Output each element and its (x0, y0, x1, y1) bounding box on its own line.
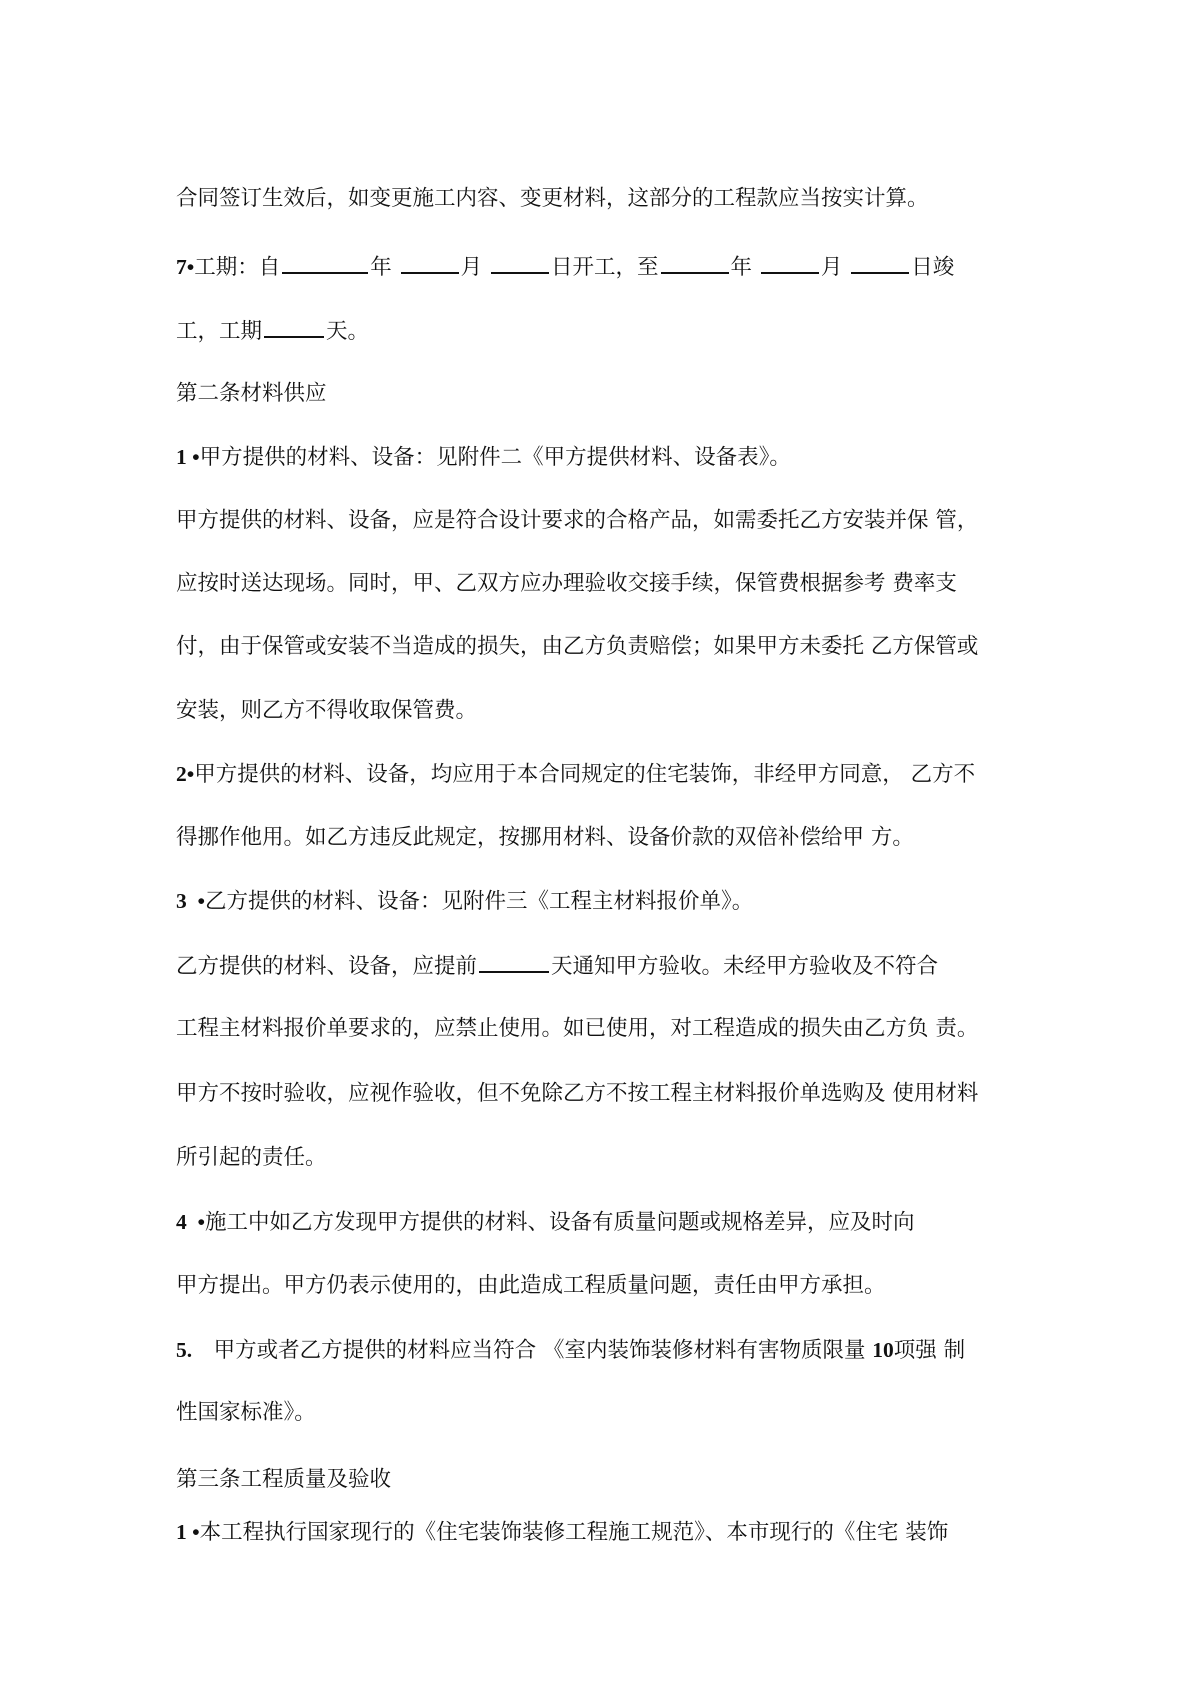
text-line (176, 1399, 316, 1427)
item-number: 1 • (176, 1520, 200, 1544)
text-line (176, 185, 929, 213)
text-segment: 安装，则乙方不得收取保管费。 (176, 698, 478, 723)
text-segment: 工程主材料报价单要求的，应禁止使用。如已使用，对工程造成的损失由乙方负 责。 (176, 1016, 979, 1041)
fill-in-blank[interactable] (401, 252, 459, 274)
fill-in-blank[interactable] (661, 252, 729, 274)
text-segment: 甲方不按时验收，应视作验收，但不免除乙方不按工程主材料报价单选购及 使用材料 (176, 1081, 979, 1106)
text-segment: 项强 制 (893, 1338, 966, 1363)
item-number: 5. (176, 1338, 214, 1362)
text-segment: 得挪作他用。如乙方违反此规定，按挪用材料、设备价款的双倍补偿给甲 方。 (176, 825, 914, 850)
text-segment: 天。 (326, 319, 370, 344)
text-line (176, 887, 753, 916)
text-line (176, 507, 978, 535)
text-segment: 日开工，至 (550, 255, 659, 280)
text-segment: 付，由于保管或安装不当造成的损失，由乙方负责赔偿；如果甲方未委托 乙方保管或 (176, 634, 979, 659)
text-line (176, 760, 975, 789)
text-line (176, 1518, 948, 1547)
fill-in-blank[interactable] (264, 316, 324, 338)
item-number: 3 • (176, 889, 206, 913)
text-line (176, 380, 327, 408)
text-line (176, 951, 938, 981)
text-segment: 月 (460, 255, 489, 280)
item-number: 7• (176, 255, 195, 279)
text-line (176, 1080, 978, 1108)
item-number: 10 (872, 1338, 894, 1362)
text-line (176, 633, 978, 661)
text-segment: 本工程执行国家现行的《住宅装饰装修工程施工规范》、本市现行的《住宅 装饰 (199, 1520, 949, 1545)
text-line (176, 316, 369, 346)
item-number: 4 • (176, 1210, 206, 1234)
text-line (176, 1466, 391, 1494)
text-line (176, 570, 957, 598)
fill-in-blank[interactable] (491, 252, 549, 274)
text-segment: 施工中如乙方发现甲方提供的材料、设备有质量问题或规格差异，应及时向 (205, 1210, 915, 1235)
text-segment: 性国家标准》。 (176, 1400, 316, 1425)
text-line (176, 1272, 886, 1300)
text-line (176, 824, 914, 852)
text-segment: 所引起的责任。 (176, 1145, 327, 1170)
text-line (176, 443, 791, 472)
text-line (176, 1144, 327, 1172)
text-line (176, 697, 477, 725)
item-number: 2• (176, 762, 195, 786)
fill-in-blank[interactable] (282, 252, 368, 274)
text-segment: 甲方或者乙方提供的材料应当符合 《室内装饰装修材料有害物质限量 (213, 1338, 873, 1363)
text-line (176, 252, 954, 282)
text-segment: 甲方提供的材料、设备：见附件二《甲方提供材料、设备表》。 (199, 445, 791, 470)
text-segment: 乙方提供的材料、设备，应提前 (176, 954, 478, 979)
text-line (176, 1208, 915, 1237)
text-segment: 第三条工程质量及验收 (176, 1467, 392, 1492)
text-segment: 甲方提供的材料、设备，均应用于本合同规定的住宅装饰，非经甲方同意， 乙方不 (194, 762, 976, 787)
fill-in-blank[interactable] (851, 252, 909, 274)
text-segment: 年 (730, 255, 759, 280)
text-segment: 年 (370, 255, 399, 280)
text-segment: 日竣 (911, 255, 955, 280)
text-segment: 应按时送达现场。同时，甲、乙双方应办理验收交接手续，保管费根据参考 费率支 (176, 571, 957, 596)
text-segment: 第二条材料供应 (176, 381, 327, 406)
fill-in-blank[interactable] (479, 951, 549, 973)
text-segment: 乙方提供的材料、设备：见附件三《工程主材料报价单》。 (205, 889, 754, 914)
text-line (176, 1336, 965, 1365)
text-segment: 天通知甲方验收。未经甲方验收及不符合 (551, 954, 939, 979)
text-segment: 月 (820, 255, 850, 280)
item-number: 1 • (176, 445, 200, 469)
text-line (176, 1015, 978, 1043)
text-segment: 甲方提供的材料、设备，应是符合设计要求的合格产品，如需委托乙方安装并保 管， (176, 508, 979, 533)
text-segment: 合同签订生效后，如变更施工内容、变更材料，这部分的工程款应当按实计算。 (176, 186, 929, 211)
fill-in-blank[interactable] (761, 252, 819, 274)
text-segment: 工，工期 (176, 319, 263, 344)
text-segment: 甲方提出。甲方仍表示使用的，由此造成工程质量问题，责任由甲方承担。 (176, 1273, 886, 1298)
text-segment: 工期：自 (194, 255, 281, 280)
